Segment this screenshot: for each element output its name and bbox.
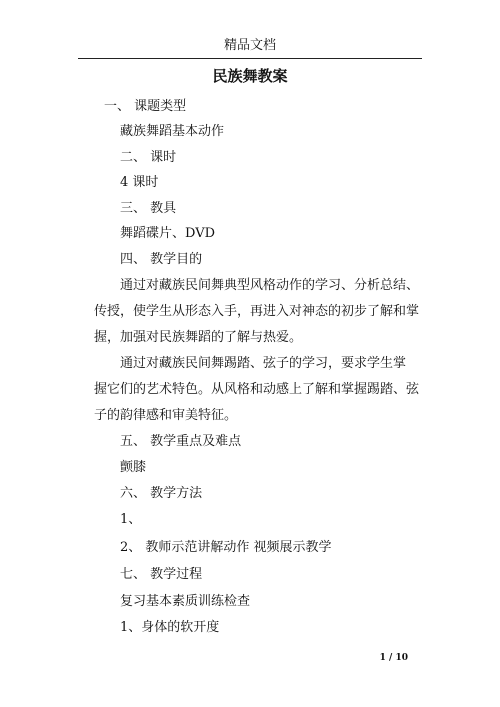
list-item: 1、: [120, 512, 142, 527]
paragraph-line: 通过对藏族民间舞踢踏、弦子的学习，要求学生掌: [120, 356, 407, 371]
section-heading: 七、 教学过程: [120, 567, 203, 582]
list-item: 2、 教师示范讲解动作 视频展示教学: [120, 540, 332, 555]
section-heading: 二、 课时: [120, 150, 177, 165]
header-divider: [78, 58, 422, 59]
page-number: 1 / 10: [379, 653, 408, 663]
document-title: 民族舞教案: [212, 67, 288, 85]
section-heading: 一、 课题类型: [104, 99, 187, 114]
section-heading: 五、 教学重点及难点: [120, 434, 242, 449]
paragraph-line: 通过对藏族民间舞典型风格动作的学习、分析总结、: [120, 278, 420, 293]
section-heading: 三、 教具: [120, 201, 177, 216]
section-content: 舞蹈碟片、DVD: [120, 226, 216, 241]
paragraph-line: 握，加强对民族舞蹈的了解与热爱。: [94, 330, 303, 345]
paragraph-line: 传授，使学生从形态入手，再进入对神态的初步了解和掌: [94, 304, 420, 319]
section-content: 复习基本素质训练检查: [120, 594, 251, 609]
list-item: 1、身体的软开度: [120, 620, 220, 635]
section-content: 4 课时: [120, 175, 159, 190]
page-header: 精品文档: [223, 38, 276, 53]
section-heading: 四、 教学目的: [120, 252, 203, 267]
section-content: 藏族舞蹈基本动作: [120, 124, 225, 139]
paragraph-line: 子的韵律感和审美特征。: [94, 408, 238, 423]
section-heading: 六、 教学方法: [120, 486, 203, 501]
section-content: 颤膝: [120, 460, 147, 475]
paragraph-line: 握它们的艺术特色。从风格和动感上了解和掌握踢踏、弦: [94, 382, 420, 397]
